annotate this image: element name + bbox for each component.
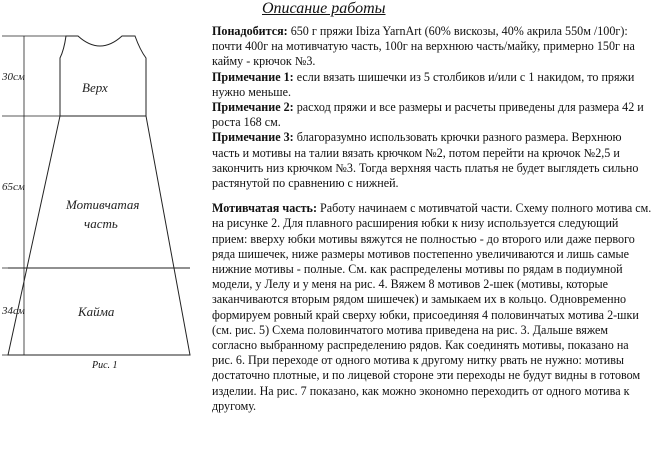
dress-pattern-diagram xyxy=(0,0,200,380)
paragraph-materials: Понадобится: 650 г пряжи Ibiza YarnArt (60% вискозы, 40% акрила 550м /100г): почти 400г на мотивчатую часть, 100г на верхнюю часть/майку, примерно 150г на кайму - крючок №3. xyxy=(212,24,635,69)
paragraph-note-2: Примечание 2: расход пряжи и все размеры и расчеты приведены для размера 42 и роста 168 см. xyxy=(212,100,644,130)
section-label-border: Кайма xyxy=(78,304,115,319)
section-label-motif-2: часть xyxy=(84,216,118,231)
description-body xyxy=(212,24,652,414)
measure-label-motif: 65см xyxy=(2,181,25,193)
paragraph-note-3: Примечание 3: благоразумно использовать крючки разного размера. Верхнюю часть и мотивы на талии вязать крючком №2, потом перейти на крючок №2,5 и закончить низ крючком №3. Тогда верхняя часть платья не будет выглядеть сильно растянутой по сравнению с нижней. xyxy=(212,130,639,191)
page-title: Описание работы xyxy=(262,0,386,17)
section-label-top: Верх xyxy=(82,80,108,95)
paragraph-note-1: Примечание 1: если вязать шишечки из 5 столбиков и/или с 1 накидом, то пряжи нужно меньше. xyxy=(212,69,635,99)
paragraph-motif-part: Мотивчатая часть: Работу начинаем с мотивчатой части. Схему полного мотива см. на рисунке 2. Для плавного расширения юбки к низу используется следующий прием: вверху юбки мотивы вяжутся не полностью - до второго или даже первого ряда шишечек, ниже размеры мотивов постепенно увеличиваются и лишь самые нижние мотивы - полные. См. как распределены мотивы по рядам в подиумной модели, у Лелу и у меня на рис. 4. Вяжем 8 мотивов 2-шек (мотивы, которые заканчиваются вторым рядом шишечек) и замыкаем их в кольцо. Одновременно формируем ровный край сверху юбки, присоединяя 4 половинчатых мотива 2-шки (см. рис. 5) Схема половинчатого мотива приведена на рис. 3. Дальше вяжем согласно выбранному распределению рядов. Как соединять мотивы, показано на рис. 6. При переходе от одного мотива к другому нитку рвать не нужно: мотивы достаточно плотные, и по лицевой стороне эти переходы не будут видны в готовом изделии. На рис. 7 показано, как можно экономно переходить от одного мотива к другому. xyxy=(212,201,652,413)
section-label-motif-1: Мотивчатая xyxy=(66,197,140,212)
figure-caption: Рис. 1 xyxy=(92,360,118,371)
measure-label-border: 34см xyxy=(2,305,25,317)
measure-label-top: 30см xyxy=(2,71,25,83)
